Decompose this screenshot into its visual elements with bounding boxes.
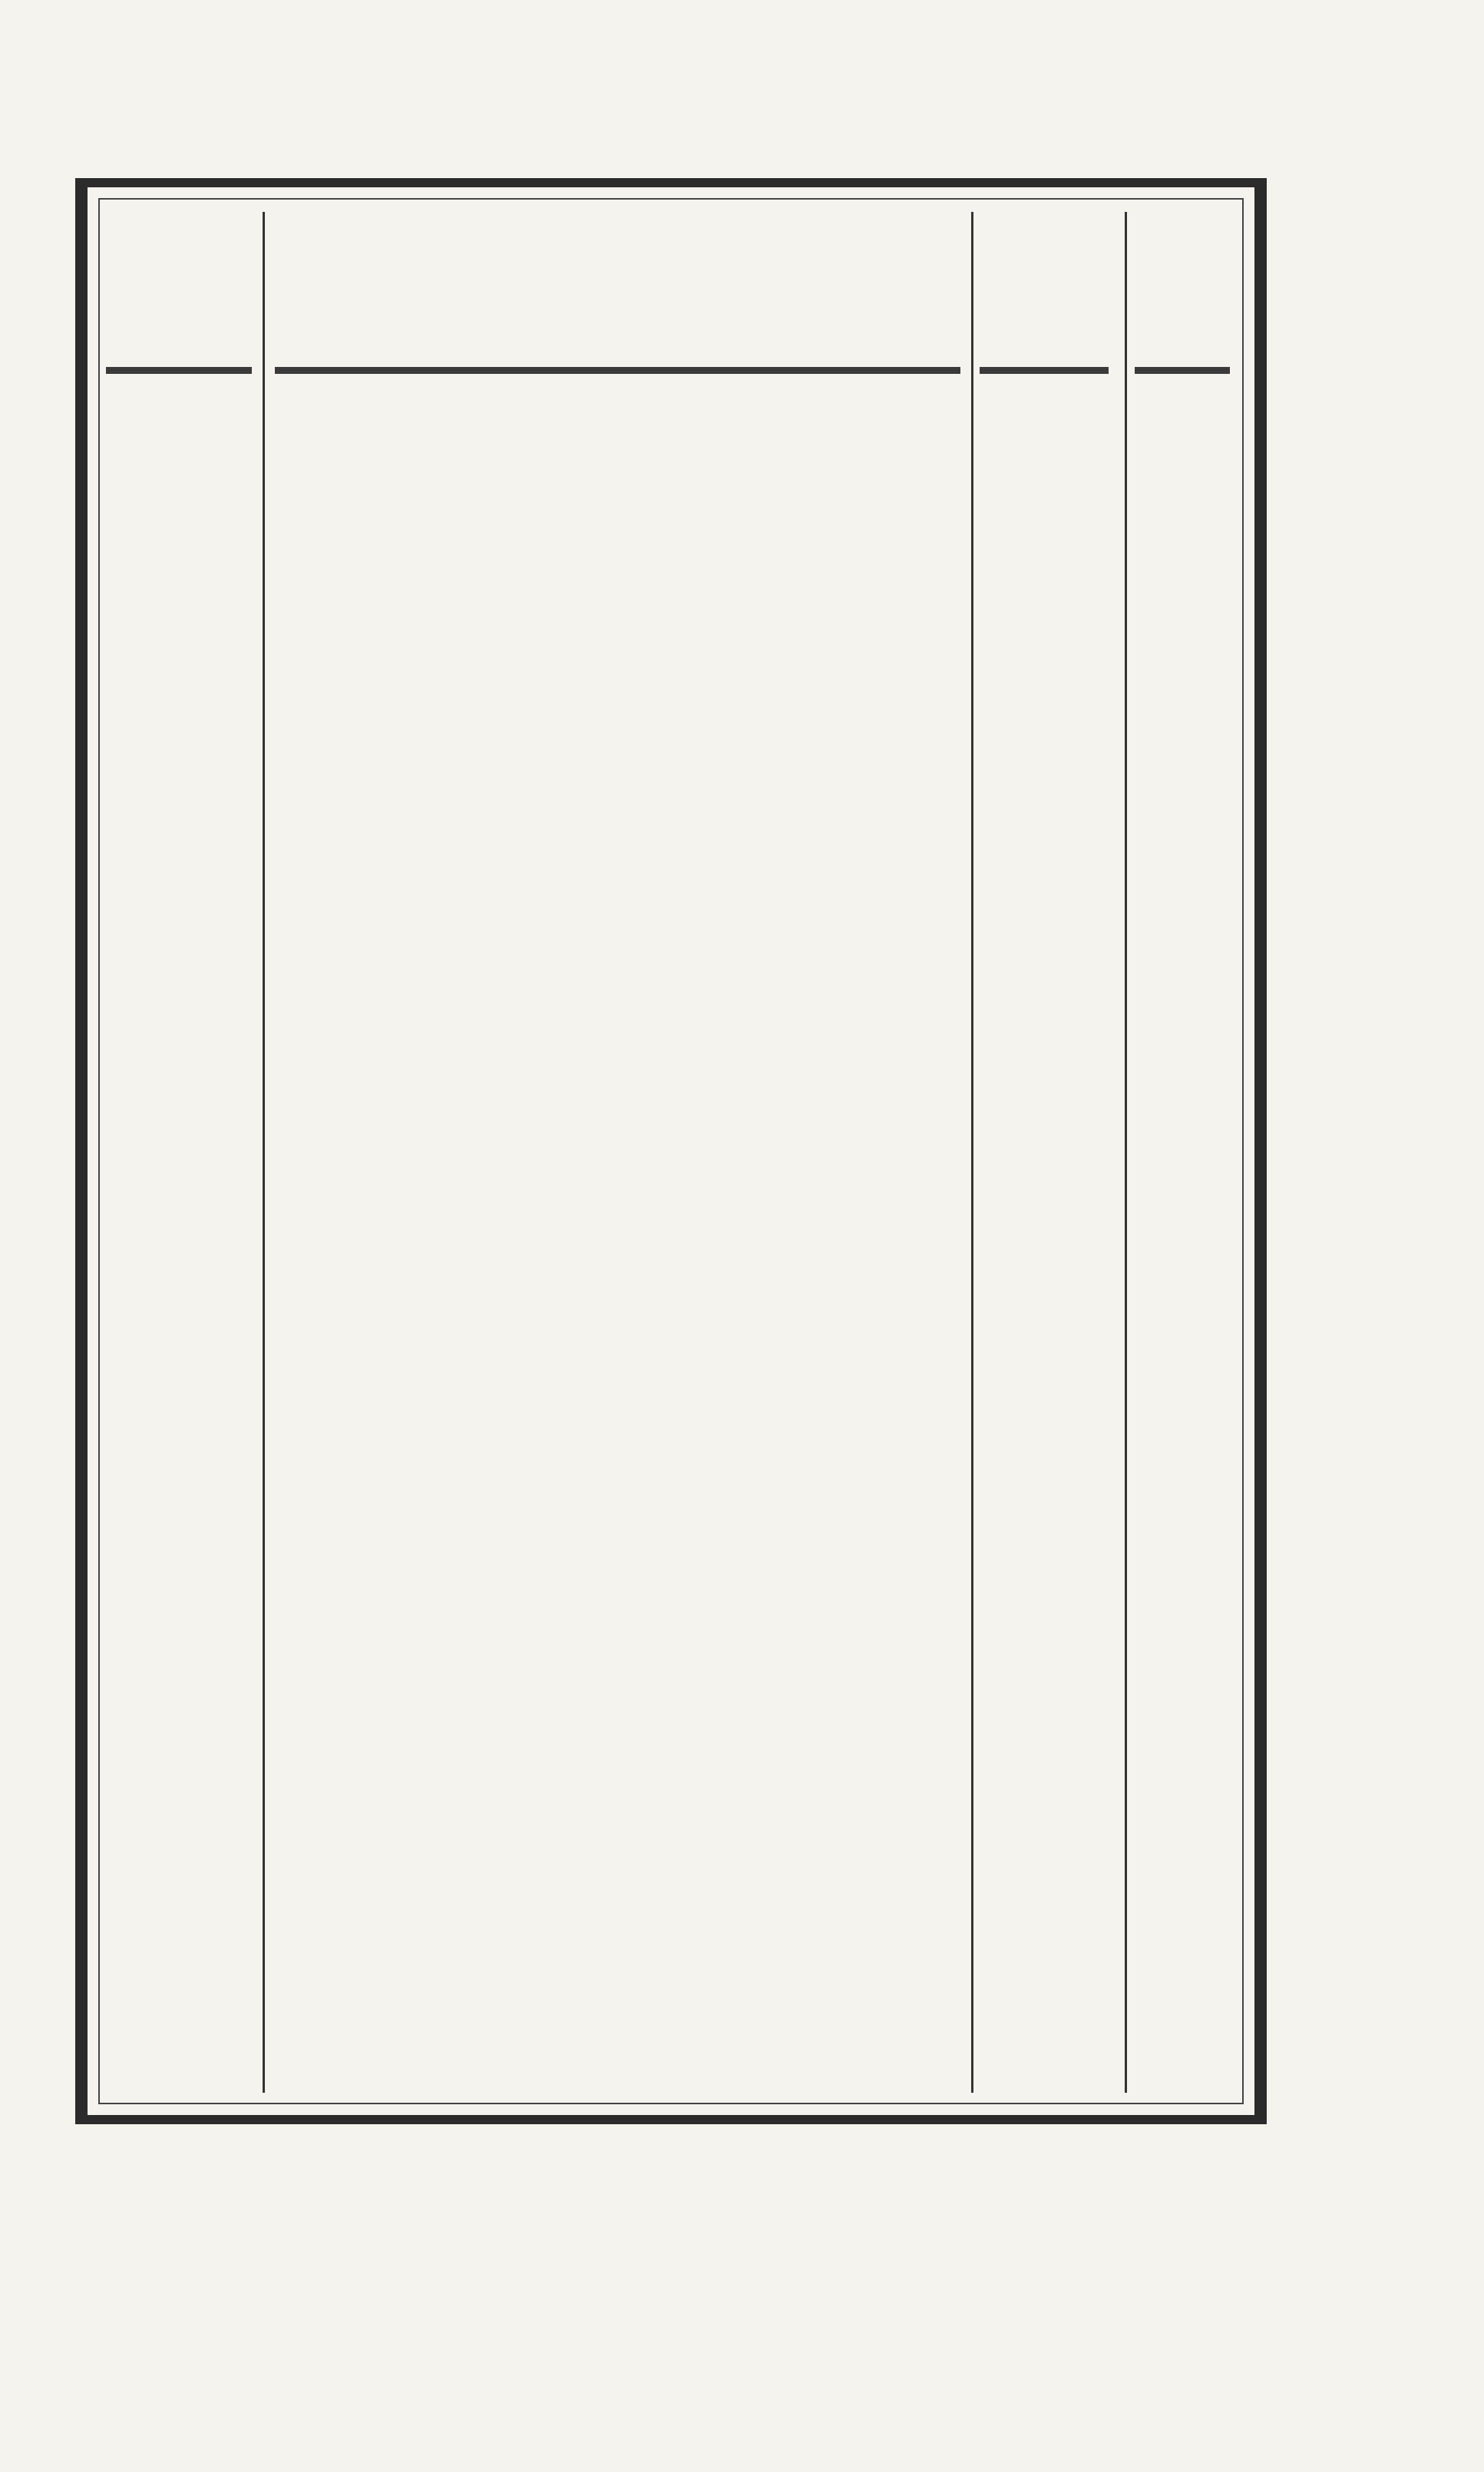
column-divider	[1125, 212, 1127, 2093]
column-divider	[263, 212, 265, 2093]
header-rule	[275, 367, 960, 374]
table-frame	[75, 178, 1267, 2124]
column-divider	[971, 212, 973, 2093]
header-rule	[980, 367, 1109, 374]
header-rule	[1135, 367, 1230, 374]
header-rule	[106, 367, 252, 374]
